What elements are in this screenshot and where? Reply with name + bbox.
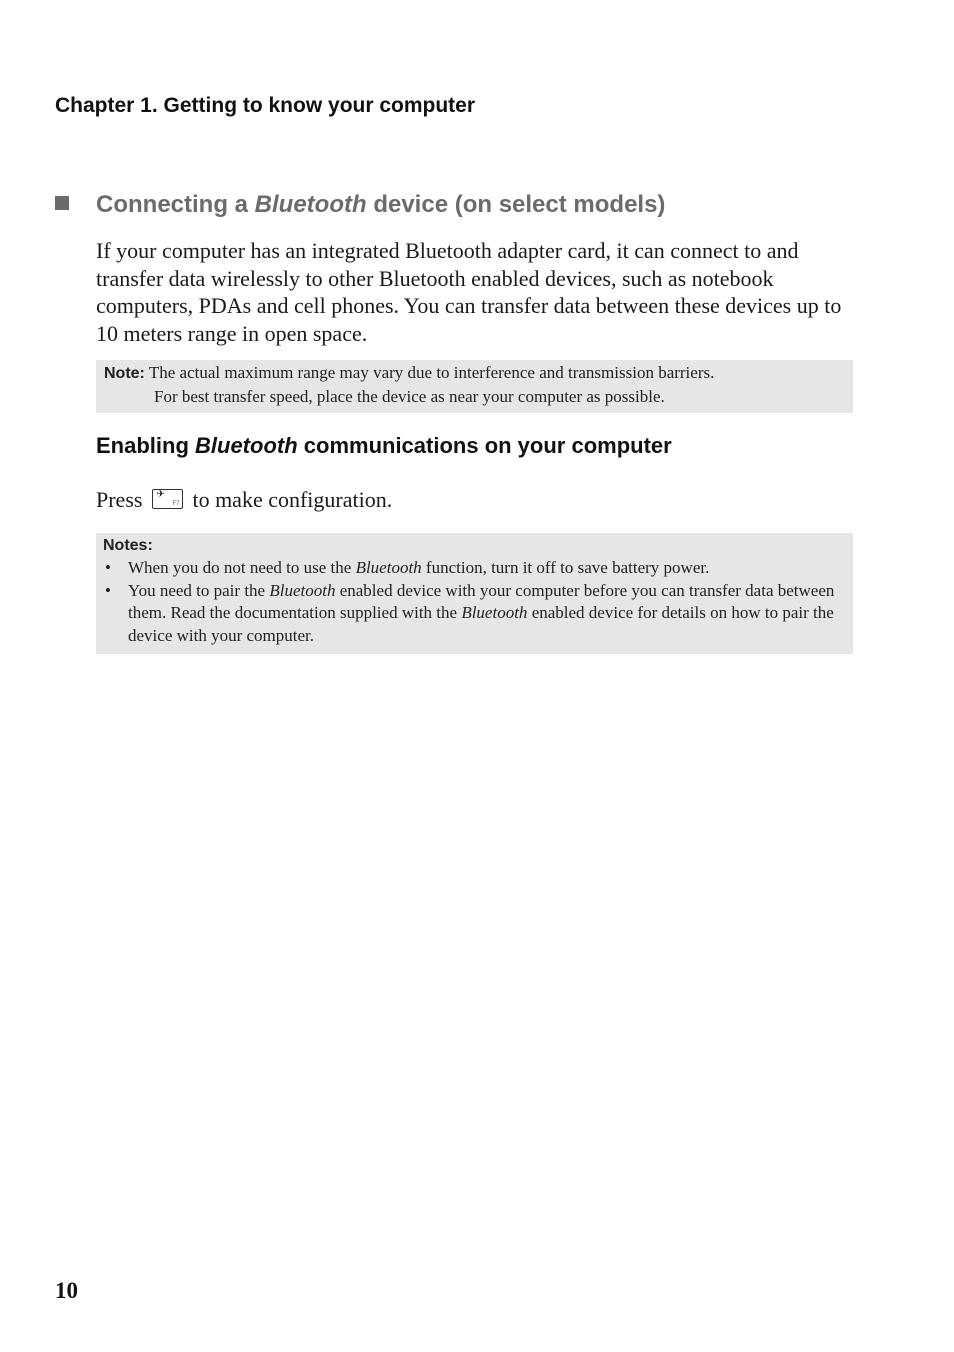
list-item	[103, 557, 845, 580]
section-title-prefix: Connecting a	[96, 191, 255, 218]
note-item-text: When you do not need to use the	[128, 558, 356, 577]
press-text: Press	[96, 487, 143, 512]
subsection-title-italic: Bluetooth	[195, 433, 298, 458]
section-title-italic: Bluetooth	[254, 191, 367, 218]
airplane-icon: ✈	[156, 489, 165, 500]
notes-box	[96, 533, 853, 654]
subsection-title	[96, 433, 672, 459]
note-label: Note:	[104, 365, 145, 382]
section-title-suffix: device (on select models)	[366, 191, 666, 218]
note-item-text: enabled device with your computer before you can transfer data between them. Read the documentation supplied with the	[128, 580, 835, 622]
page-number: 10	[55, 1278, 78, 1303]
notes-label: Notes:	[103, 537, 153, 554]
square-bullet-icon	[55, 196, 69, 210]
press-instruction	[96, 486, 392, 514]
section-title	[55, 191, 665, 219]
note-item-italic: Bluetooth	[269, 580, 336, 600]
function-key-label: F7	[172, 501, 180, 507]
chapter-header: Chapter 1. Getting to know your computer	[55, 94, 476, 117]
configuration-text: to make configuration.	[192, 487, 393, 512]
list-item	[103, 580, 845, 648]
note-item-text: function, turn it off to save battery power.	[421, 558, 710, 577]
bullet-dot-icon: •	[105, 580, 111, 600]
bullet-dot-icon: •	[105, 558, 111, 577]
section-paragraph: If your computer has an integrated Bluetooth adapter card, it can connect to and transfer data wirelessly to other Bluetooth enabled devices, such as notebook computers, PDAs and cell phones. You can transfer data between these devices up to 10 meters range in open space.	[96, 238, 842, 346]
note-item-text: You need to pair the	[128, 580, 270, 600]
notes-list	[103, 557, 845, 647]
subsection-title-prefix: Enabling	[96, 433, 195, 458]
note-text-1: The actual maximum range may vary due to interference and transmission barriers.	[148, 363, 715, 382]
note-line-1	[104, 362, 845, 386]
note-text-2: For best transfer speed, place the device as near your computer as possible.	[154, 386, 665, 406]
note-item-text: enabled device for details on how to pair the device with your computer.	[128, 603, 834, 645]
airplane-mode-key-icon	[152, 489, 183, 509]
note-item-italic: Bluetooth	[355, 558, 422, 577]
subsection-title-suffix: communications on your computer	[297, 433, 672, 458]
note-item-italic: Bluetooth	[461, 603, 528, 622]
note-box	[96, 360, 853, 413]
